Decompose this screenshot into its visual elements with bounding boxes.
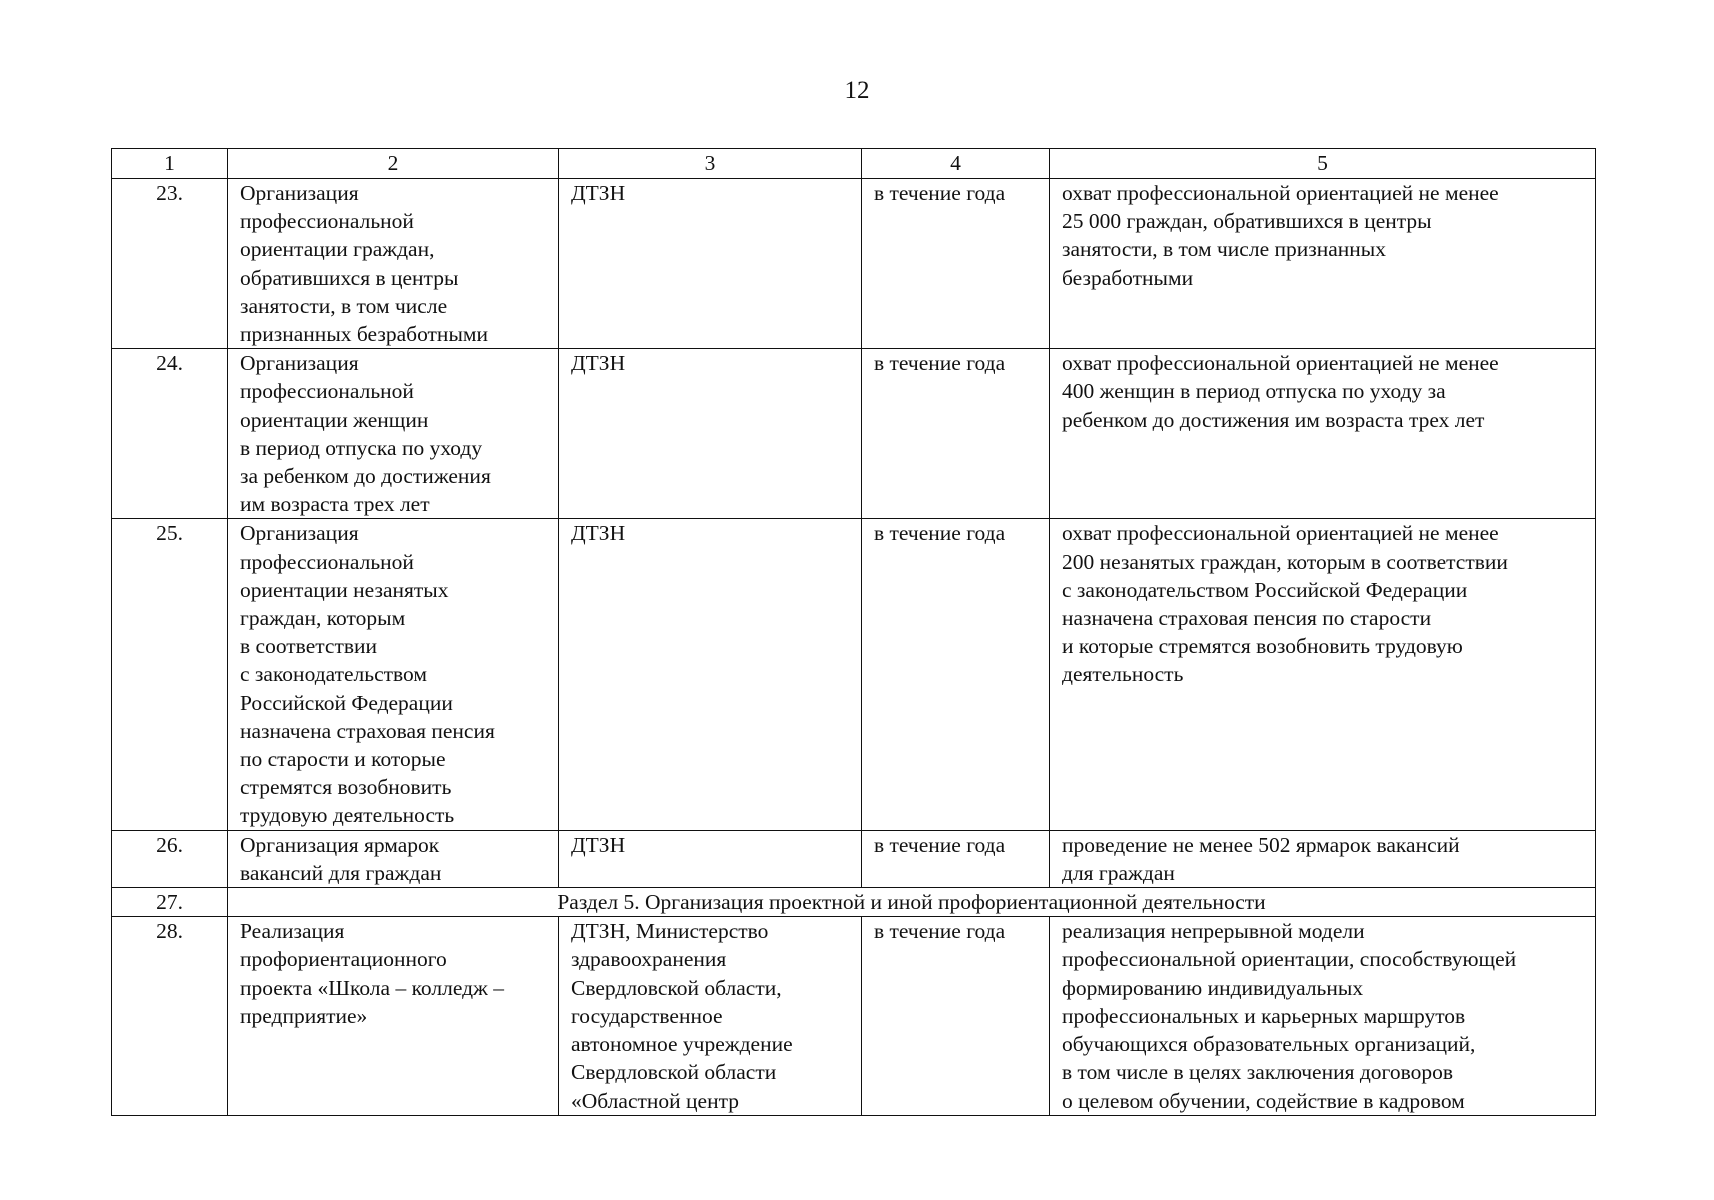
header-row: [112, 149, 1596, 179]
row-number-cell: 25.: [112, 519, 228, 830]
cell-text-line: ДТЗН: [571, 351, 626, 376]
table-body: [112, 149, 1596, 1116]
cell-text-line: Реализация: [240, 919, 345, 944]
cell-text-line: ориентации женщин: [240, 407, 429, 432]
cell-text-line: 25 000 граждан, обратившихся в центры: [1062, 209, 1432, 234]
result-cell: [1050, 179, 1596, 349]
result-cell: [1050, 519, 1596, 830]
cell-text-line: предприятие»: [240, 1003, 368, 1028]
deadline-cell: [862, 349, 1050, 519]
cell-text-line: занятости, в том числе: [240, 293, 448, 318]
measure-cell: [228, 830, 559, 887]
row-number-cell: 27.: [112, 888, 228, 917]
row-number-cell: 24.: [112, 349, 228, 519]
result-cell: [1050, 917, 1596, 1115]
executor-cell: [559, 349, 862, 519]
measure-cell: [228, 349, 559, 519]
header-col-2: 2: [228, 149, 559, 179]
cell-text-line: занятости, в том числе признанных: [1062, 237, 1387, 262]
cell-text-line: ДТЗН, Министерство: [571, 919, 769, 944]
executor-cell: [559, 179, 862, 349]
cell-text-line: 400 женщин в период отпуска по уходу за: [1062, 379, 1446, 404]
cell-text-line: «Областной центр: [571, 1088, 739, 1113]
executor-cell: [559, 519, 862, 830]
measure-cell: [228, 519, 559, 830]
table-row: [112, 349, 1596, 519]
cell-text-line: 200 незанятых граждан, которым в соответствии: [1062, 549, 1508, 574]
cell-text-line: охват профессиональной ориентацией не менее: [1062, 521, 1499, 546]
cell-text-line: профориентационного: [240, 947, 447, 972]
cell-text-line: деятельность: [1062, 662, 1184, 687]
section-row: [112, 888, 1596, 917]
section-title: Раздел 5. Организация проектной и иной профориентационной деятельности: [228, 888, 1596, 917]
cell-text-line: ориентации незанятых: [240, 577, 449, 602]
cell-text-line: обучающихся образовательных организаций,: [1062, 1032, 1476, 1057]
cell-text-line: профессиональной: [240, 549, 414, 574]
cell-text-line: назначена страховая пенсия: [240, 718, 495, 743]
cell-text-line: обратившихся в центры: [240, 265, 459, 290]
cell-text-line: ориентации граждан,: [240, 237, 435, 262]
deadline-cell: [862, 179, 1050, 349]
measure-cell: [228, 179, 559, 349]
cell-text-line: с законодательством: [240, 662, 427, 687]
cell-text-line: признанных безработными: [240, 322, 488, 347]
deadline-cell: [862, 519, 1050, 830]
cell-text-line: реализация непрерывной модели: [1062, 919, 1365, 944]
cell-text-line: им возраста трех лет: [240, 492, 430, 517]
cell-text-line: с законодательством Российской Федерации: [1062, 577, 1468, 602]
cell-text-line: о целевом обучении, содействие в кадровом: [1062, 1088, 1465, 1113]
cell-text-line: за ребенком до достижения: [240, 464, 491, 489]
cell-text-line: формированию индивидуальных: [1062, 975, 1364, 1000]
cell-text-line: автономное учреждение: [571, 1032, 793, 1057]
cell-text-line: ребенком до достижения им возраста трех лет: [1062, 407, 1485, 432]
row-number-cell: 26.: [112, 830, 228, 887]
cell-text-line: в том числе в целях заключения договоров: [1062, 1060, 1453, 1085]
cell-text-line: Организация ярмарок: [240, 832, 440, 857]
cell-text-line: Свердловской области,: [571, 975, 782, 1000]
cell-text-line: и которые стремятся возобновить трудовую: [1062, 634, 1463, 659]
cell-text-line: в течение года: [874, 351, 1006, 376]
table-row: [112, 519, 1596, 830]
table-row: [112, 179, 1596, 349]
cell-text-line: здравоохранения: [571, 947, 727, 972]
table-row: [112, 917, 1596, 1115]
cell-text-line: Организация: [240, 351, 359, 376]
deadline-cell: [862, 917, 1050, 1115]
cell-text-line: профессиональной: [240, 379, 414, 404]
cell-text-line: в период отпуска по уходу: [240, 435, 483, 460]
header-col-3: 3: [559, 149, 862, 179]
cell-text-line: в течение года: [874, 832, 1006, 857]
cell-text-line: Российской Федерации: [240, 690, 453, 715]
cell-text-line: трудовую деятельность: [240, 803, 455, 828]
result-cell: [1050, 830, 1596, 887]
cell-text-line: профессиональной: [240, 209, 414, 234]
cell-text-line: ДТЗН: [571, 521, 626, 546]
header-col-1: 1: [112, 149, 228, 179]
cell-text-line: Свердловской области: [571, 1060, 777, 1085]
page-number: 12: [844, 77, 870, 104]
table-row: [112, 830, 1596, 887]
cell-text-line: в течение года: [874, 919, 1006, 944]
cell-text-line: граждан, которым: [240, 606, 406, 631]
cell-text-line: ДТЗН: [571, 181, 626, 205]
cell-text-line: охват профессиональной ориентацией не менее: [1062, 351, 1499, 376]
cell-text-line: вакансий для граждан: [240, 860, 442, 885]
cell-text-line: проведение не менее 502 ярмарок вакансий: [1062, 832, 1460, 857]
cell-text-line: профессиональных и карьерных маршрутов: [1062, 1003, 1466, 1028]
header-col-5: 5: [1050, 149, 1596, 179]
cell-text-line: стремятся возобновить: [240, 775, 452, 800]
row-number-cell: 28.: [112, 917, 228, 1115]
header-col-4: 4: [862, 149, 1050, 179]
cell-text-line: ДТЗН: [571, 832, 626, 857]
cell-text-line: государственное: [571, 1003, 723, 1028]
cell-text-line: в соответствии: [240, 634, 378, 659]
cell-text-line: назначена страховая пенсия по старости: [1062, 606, 1432, 631]
cell-text-line: по старости и которые: [240, 747, 446, 772]
cell-text-line: в течение года: [874, 181, 1006, 205]
cell-text-line: для граждан: [1062, 860, 1175, 885]
cell-text-line: безработными: [1062, 265, 1194, 290]
cell-text-line: охват профессиональной ориентацией не менее: [1062, 181, 1499, 205]
result-cell: [1050, 349, 1596, 519]
cell-text-line: профессиональной ориентации, способствующей: [1062, 947, 1517, 972]
measures-table: [111, 148, 1596, 1116]
measure-cell: [228, 917, 559, 1115]
row-number-cell: 23.: [112, 179, 228, 349]
deadline-cell: [862, 830, 1050, 887]
executor-cell: [559, 917, 862, 1115]
executor-cell: [559, 830, 862, 887]
cell-text-line: Организация: [240, 181, 359, 205]
cell-text-line: проекта «Школа – колледж –: [240, 975, 505, 1000]
cell-text-line: Организация: [240, 521, 359, 546]
cell-text-line: в течение года: [874, 521, 1006, 546]
